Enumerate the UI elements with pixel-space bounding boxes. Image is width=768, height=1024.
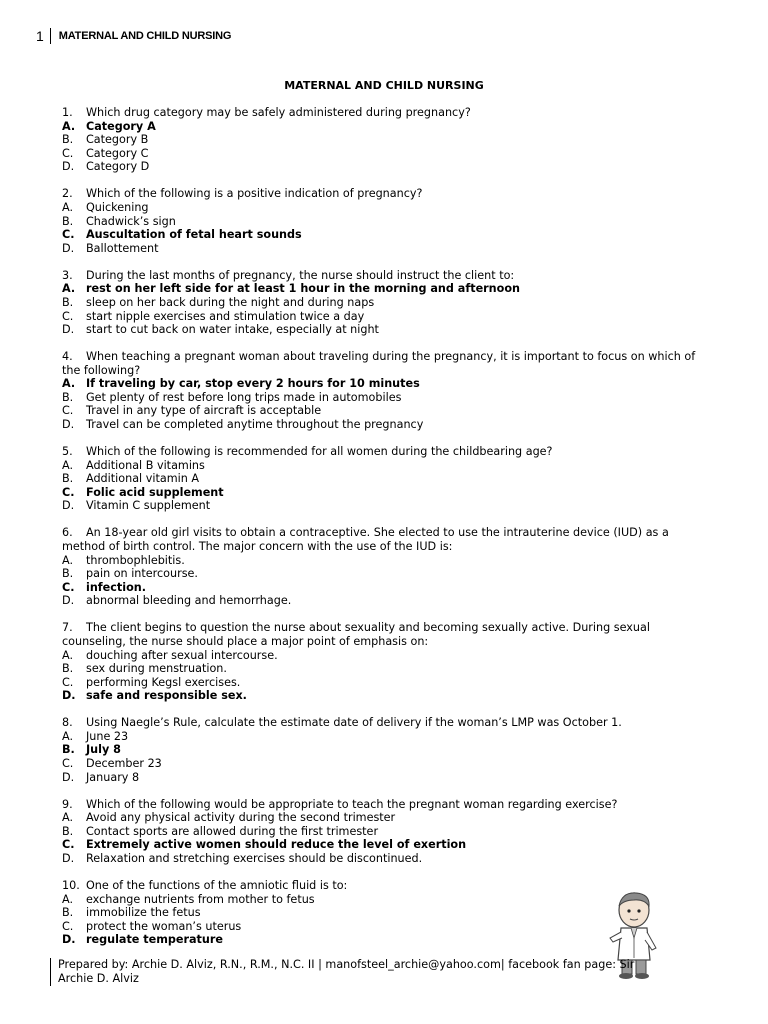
question-text: Which of the following is a positive indication of pregnancy? bbox=[86, 187, 423, 201]
question-4 bbox=[62, 350, 714, 432]
option-c: C. December 23 bbox=[62, 757, 162, 771]
question-8 bbox=[62, 716, 714, 784]
question-number: 2. bbox=[62, 187, 73, 201]
footer-line-2: Archie D. Alviz bbox=[58, 972, 139, 985]
page-header bbox=[36, 28, 231, 44]
question-number: 1. bbox=[62, 106, 73, 119]
question-number: 5. bbox=[62, 445, 73, 459]
option-c-correct: C. Extremely active women should reduce the level of exertion bbox=[62, 838, 467, 852]
option-c: C. start nipple exercises and stimulation twice a day bbox=[62, 309, 365, 323]
question-list bbox=[62, 106, 714, 960]
question-number: 10. bbox=[62, 879, 80, 893]
option-b: B. Chadwick’s sign bbox=[62, 214, 176, 228]
question-text: During the last months of pregnancy, the nurse should instruct the client to: bbox=[86, 268, 515, 282]
option-a: A. thrombophlebitis. bbox=[62, 553, 185, 567]
question-number: 4. bbox=[62, 350, 73, 364]
option-a-correct: A. Category A bbox=[62, 119, 156, 133]
document-title: MATERNAL AND CHILD NURSING bbox=[284, 79, 484, 92]
option-a: A. June 23 bbox=[62, 729, 129, 743]
option-c-correct: C. infection. bbox=[62, 580, 146, 594]
option-a: A. Quickening bbox=[62, 200, 149, 214]
footer-line-1: Prepared by: Archie D. Alviz, R.N., R.M., N.C. II | manofsteel_archie@yahoo.com| facebook fan page: Sir bbox=[58, 958, 635, 971]
question-number: 6. bbox=[62, 526, 73, 540]
option-d-correct: D. regulate temperature bbox=[62, 933, 223, 947]
page-number: 1 bbox=[36, 28, 44, 44]
question-3 bbox=[62, 269, 714, 337]
option-d: D. Travel can be completed anytime throughout the pregnancy bbox=[62, 418, 424, 432]
question-9 bbox=[62, 798, 714, 866]
option-c-correct: C. Auscultation of fetal heart sounds bbox=[62, 228, 302, 242]
option-a: A. douching after sexual intercourse. bbox=[62, 648, 278, 662]
question-number: 9. bbox=[62, 797, 73, 811]
option-d-correct: D. safe and responsible sex. bbox=[62, 689, 247, 703]
option-a-correct: A. rest on her left side for at least 1 hour in the morning and afternoon bbox=[62, 282, 520, 296]
option-b-correct: B. July 8 bbox=[62, 743, 121, 757]
question-1 bbox=[62, 106, 714, 174]
question-number: 3. bbox=[62, 268, 73, 282]
option-c: C. Category C bbox=[62, 146, 149, 160]
option-c: C. performing Kegsl exercises. bbox=[62, 675, 241, 689]
question-number: 8. bbox=[62, 716, 73, 730]
option-c-correct: C. Folic acid supplement bbox=[62, 485, 224, 499]
header-divider bbox=[50, 28, 51, 44]
option-b: B. Category B bbox=[62, 133, 149, 147]
option-d: D. Ballottement bbox=[62, 241, 159, 255]
option-a: A. Additional B vitamins bbox=[62, 458, 205, 472]
option-d: D. start to cut back on water intake, especially at night bbox=[62, 323, 379, 337]
option-b: B. Additional vitamin A bbox=[62, 472, 199, 486]
question-text: When teaching a pregnant woman about traveling during the pregnancy, it is important to focus on which of the following? bbox=[62, 350, 696, 377]
question-text: Which of the following would be appropriate to teach the pregnant woman regarding exercise? bbox=[86, 797, 618, 811]
question-5 bbox=[62, 445, 714, 513]
option-a: A. Avoid any physical activity during the second trimester bbox=[62, 811, 396, 825]
option-b: B. sleep on her back during the night and during naps bbox=[62, 295, 375, 309]
question-text: Which of the following is recommended for all women during the childbearing age? bbox=[86, 445, 553, 459]
question-text: Using Naegle’s Rule, calculate the estimate date of delivery if the woman’s LMP was October 1. bbox=[86, 716, 622, 730]
option-d: D. Vitamin C supplement bbox=[62, 499, 211, 513]
option-c: C. Travel in any type of aircraft is acceptable bbox=[62, 404, 322, 418]
option-d: D. abnormal bleeding and hemorrhage. bbox=[62, 594, 292, 608]
header-title: MATERNAL AND CHILD NURSING bbox=[58, 30, 232, 42]
question-text: The client begins to question the nurse about sexuality and becoming sexually active. During sexual counseling, the nurse should place a major point of emphasis on: bbox=[62, 621, 650, 648]
option-a: A. exchange nutrients from mother to fetus bbox=[62, 892, 315, 906]
question-7 bbox=[62, 621, 714, 703]
question-text: One of the functions of the amniotic fluid is to: bbox=[86, 879, 348, 893]
option-d: D. January 8 bbox=[62, 770, 140, 784]
question-text: An 18-year old girl visits to obtain a contraceptive. She elected to use the intrauterine device (IUD) as a method of birth control. The major concern with the use of the IUD is: bbox=[62, 526, 669, 553]
question-2 bbox=[62, 187, 714, 255]
page-footer bbox=[50, 958, 658, 986]
option-b: B. immobilize the fetus bbox=[62, 906, 201, 920]
option-a-correct: A. If traveling by car, stop every 2 hours for 10 minutes bbox=[62, 377, 420, 391]
question-number: 7. bbox=[62, 621, 73, 635]
option-d: D. Relaxation and stretching exercises should be discontinued. bbox=[62, 852, 423, 866]
question-text: Which drug category may be safely administered during pregnancy? bbox=[86, 106, 471, 119]
option-b: B. Get plenty of rest before long trips made in automobiles bbox=[62, 390, 402, 404]
option-b: B. sex during menstruation. bbox=[62, 662, 227, 676]
question-6 bbox=[62, 526, 714, 608]
option-d: D. Category D bbox=[62, 160, 150, 174]
option-b: B. Contact sports are allowed during the first trimester bbox=[62, 824, 379, 838]
option-b: B. pain on intercourse. bbox=[62, 567, 198, 581]
option-c: C. protect the woman’s uterus bbox=[62, 919, 242, 933]
